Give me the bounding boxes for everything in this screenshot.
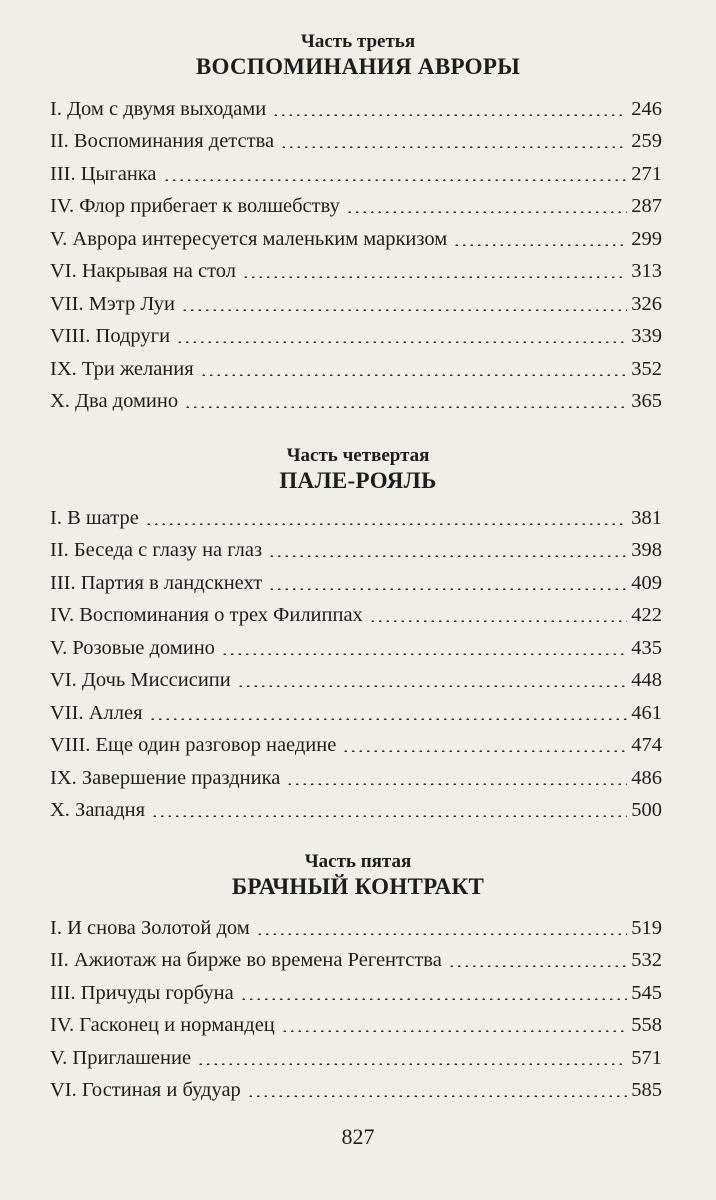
toc-entry-title: III. Причуды горбуна [50,981,234,1004]
toc-entry-page: 545 [631,981,662,1004]
toc-entry-page: 271 [631,162,662,185]
toc-entry [50,121,662,154]
toc-entry-page: 287 [631,195,662,217]
leader-dots [268,555,627,557]
leader-dots [163,179,628,181]
toc-entry [50,153,662,186]
toc-entry [50,218,662,251]
toc-entry-page: 381 [631,506,662,529]
toc-entry-title: V. Приглашение [50,1046,192,1069]
leader-dots [448,965,627,967]
toc-entry [50,692,662,725]
leader-dots [268,588,627,590]
toc-entry [50,283,662,316]
toc-entry-title: IV. Флор прибегает к волшебству [50,195,340,217]
toc-entry-title: VI. Гостиная и будуар [50,1079,241,1101]
toc-entry-page: 246 [631,97,662,120]
toc-entry-title: V. Аврора интересуется маленьким маркизом [50,227,448,250]
toc-entry-title: I. В шатре [50,506,139,529]
part-title: ВОСПОМИНАНИЯ АВРОРЫ [195,54,521,79]
leader-dots [280,146,627,148]
leader-dots [242,276,627,278]
toc-entry-title: VIII. Подруги [50,325,171,347]
toc-entry-title: I. Дом с двумя выходами [50,97,267,120]
page-number: 827 [341,1124,375,1149]
toc-entry-page: 339 [631,325,662,347]
toc-entry-page: 532 [631,949,662,971]
toc-entry-page: 461 [631,701,662,724]
toc-entry-title: X. Западня [50,799,146,821]
toc-entry [50,940,662,973]
leader-dots [286,783,627,785]
toc-entry-page: 474 [631,734,662,756]
toc-entry-page: 299 [631,227,662,250]
toc-entry [50,88,662,121]
toc-entry-title: II. Воспоминания детства [50,130,275,152]
leader-dots [176,341,627,343]
part-four-heading [0,444,716,494]
leader-dots [369,620,627,622]
leader-dots [240,998,628,1000]
toc-entry [50,627,662,660]
toc-entry-title: VI. Дочь Миссисипи [50,669,231,691]
toc-list-part-four [50,497,662,822]
leader-dots [346,211,627,213]
toc-entry-page: 585 [631,1079,662,1101]
toc-entry-title: X. Два домино [50,390,179,412]
toc-entry-page: 422 [631,604,662,626]
leader-dots [221,653,627,655]
toc-entry-page: 352 [631,357,662,380]
part-label: Часть третья [300,31,416,52]
leader-dots [247,1095,627,1097]
toc-entry-page: 326 [631,292,662,315]
toc-entry [50,381,662,414]
toc-entry-page: 259 [631,130,662,152]
leader-dots [256,933,628,935]
toc-entry-page: 398 [631,539,662,561]
part-five-heading [0,850,716,900]
toc-entry [50,497,662,530]
part-label: Часть четвертая [286,445,430,466]
toc-entry-title: III. Партия в ландскнехт [50,571,263,594]
toc-entry [50,595,662,628]
toc-entry [50,1037,662,1070]
toc-entry-title: IV. Гасконец и нормандец [50,1014,275,1036]
toc-entry-page: 313 [631,260,662,282]
toc-entry [50,790,662,823]
leader-dots [184,406,627,408]
toc-entry [50,1005,662,1038]
toc-entry-title: VIII. Еще один разговор наедине [50,734,337,756]
toc-entry-page: 571 [631,1046,662,1069]
toc-entry-title: VII. Мэтр Луи [50,292,175,315]
toc-entry-page: 519 [631,916,662,939]
toc-entry [50,348,662,381]
leader-dots [200,374,628,376]
leader-dots [197,1063,627,1065]
toc-entry-title: II. Ажиотаж на бирже во времена Регентства [50,949,442,971]
toc-entry [50,316,662,349]
leader-dots [281,1030,627,1032]
part-title: БРАЧНЫЙ КОНТРАКТ [231,874,485,899]
toc-entry [50,972,662,1005]
toc-entry-page: 558 [631,1014,662,1036]
toc-entry-page: 448 [631,669,662,691]
part-label: Часть пятая [304,851,412,872]
toc-entry-title: IV. Воспоминания о трех Филиппах [50,604,363,626]
toc-entry-page: 365 [631,390,662,412]
toc-entry [50,251,662,284]
toc-entry-title: IX. Завершение праздника [50,766,281,789]
toc-entry-page: 409 [631,571,662,594]
toc-entry [50,757,662,790]
toc-entry-title: VI. Накрывая на стол [50,260,237,282]
part-three-heading [0,30,716,80]
toc-list-part-five [50,907,662,1102]
leader-dots [151,815,627,817]
leader-dots [149,718,628,720]
toc-entry [50,660,662,693]
leader-dots [237,685,628,687]
toc-entry-title: II. Беседа с глазу на глаз [50,539,263,561]
toc-entry-page: 500 [631,799,662,821]
leader-dots [342,750,627,752]
toc-entry [50,1070,662,1103]
toc-entry-title: IX. Три желания [50,357,194,380]
toc-entry-title: V. Розовые домино [50,636,215,659]
toc-entry [50,186,662,219]
toc-entry [50,725,662,758]
part-title: ПАЛЕ-РОЯЛЬ [279,468,437,493]
toc-entry-page: 435 [631,636,662,659]
toc-entry [50,530,662,563]
toc-entry-title: VII. Аллея [50,701,143,724]
leader-dots [453,244,627,246]
toc-entry-title: I. И снова Золотой дом [50,916,250,939]
toc-list-part-three [50,88,662,413]
leader-dots [181,309,627,311]
leader-dots [145,523,627,525]
toc-entry-title: III. Цыганка [50,162,157,185]
toc-entry-page: 486 [631,766,662,789]
toc-entry [50,562,662,595]
toc-entry [50,907,662,940]
leader-dots [272,114,627,116]
